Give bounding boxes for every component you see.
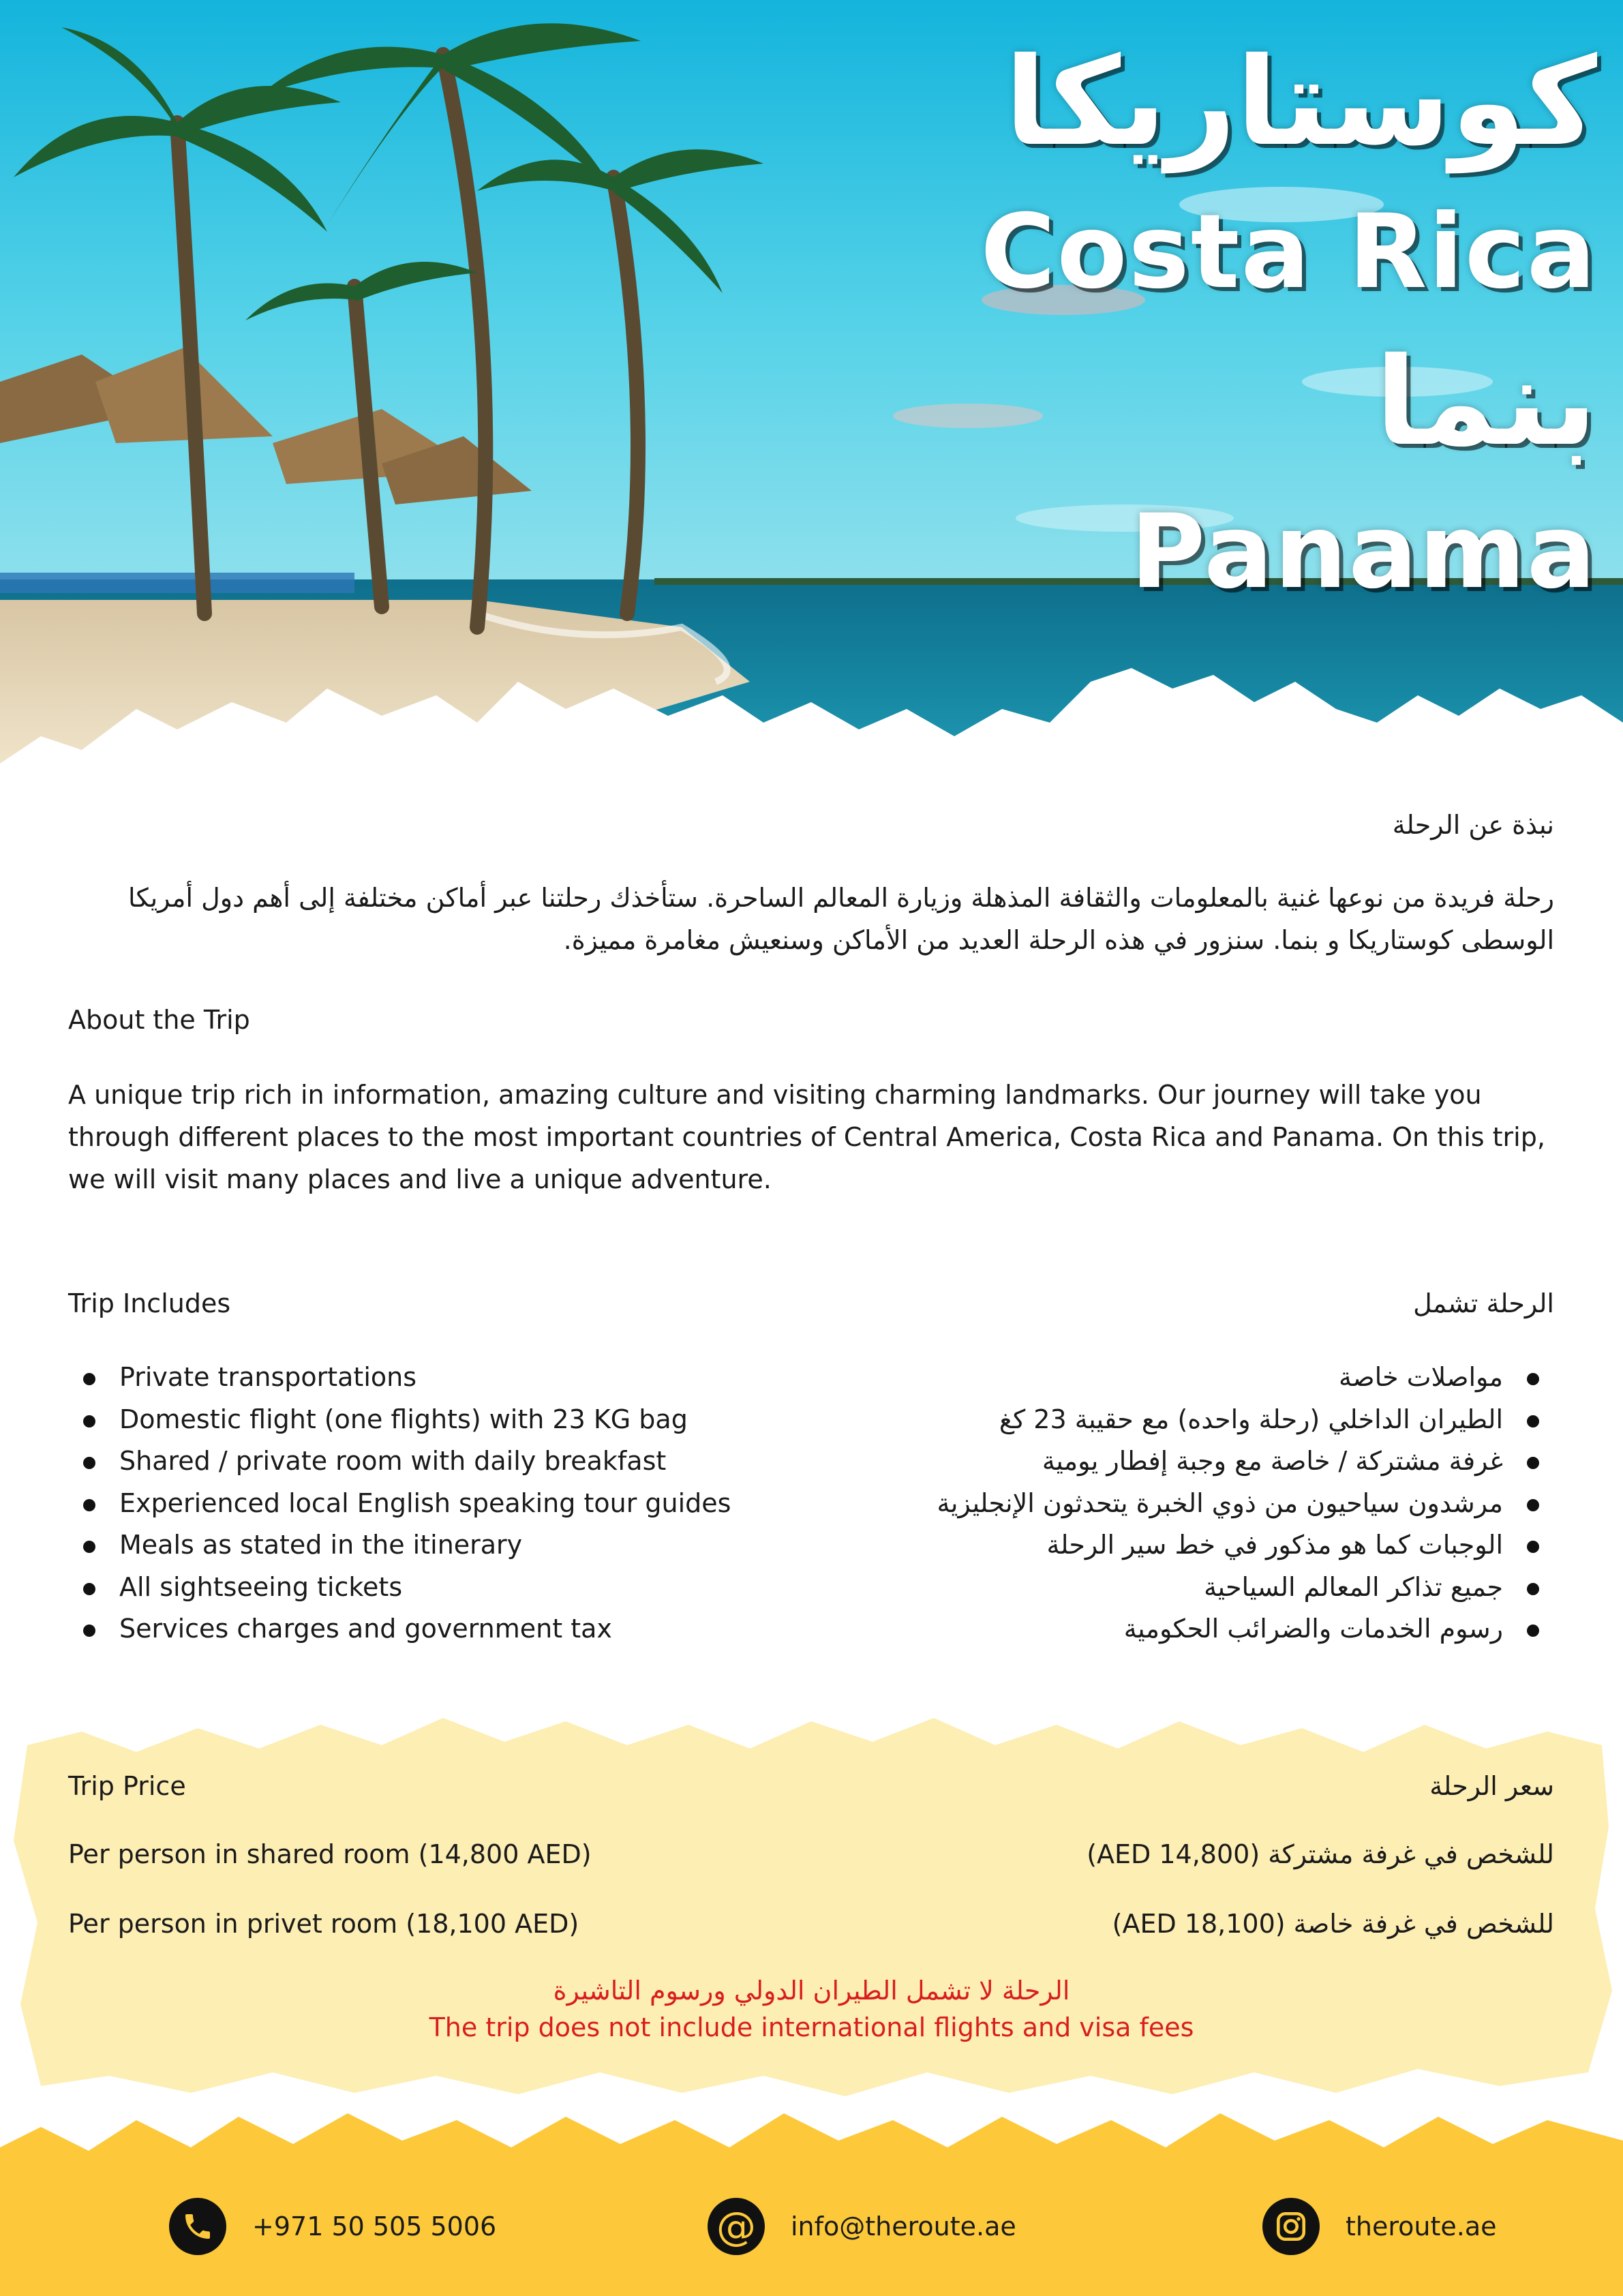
title-english-panama: Panama (1130, 493, 1597, 611)
list-item: رسوم الخدمات والضرائب الحكومية (804, 1608, 1554, 1650)
price-private-ar: للشخص في غرفة خاصة (18,100 AED) (1112, 1909, 1554, 1939)
about-text-ar: رحلة فريدة من نوعها غنية بالمعلومات والثقافة المذهلة وزيارة المعالم الساحرة. ستأخذك رحلتنا عبر أماكن مختلفة إلى أهم دول أمريكا الوسطى كوستاريكا و بنما. سنزور في هذه الرحلة العديد من الأماكن وسنعيش مغامرة مميزة. (128, 883, 1554, 955)
title-english-costa-rica: Costa Rica (980, 193, 1597, 312)
contact-email[interactable] (708, 2196, 1016, 2256)
list-item: جميع تذاكر المعالم السياحية (804, 1567, 1554, 1609)
exclusion-note-en: The trip does not include international flights and visa fees (429, 2012, 1194, 2042)
bullet-icon (83, 1583, 95, 1595)
price-heading-en: Trip Price (68, 1771, 186, 1801)
title-arabic-costa-rica: كوستاريكا (1004, 31, 1597, 172)
list-item: Shared / private room with daily breakfast (68, 1440, 818, 1483)
includes-list-en (68, 1357, 818, 1650)
about-text-en: A unique trip rich in information, amazing culture and visiting charming landmarks. Our journey will take you through different places to the most important countries of Central America, Costa Rica and Panama. On this trip, we will visit many places and live a unique adventure. (68, 1080, 1545, 1194)
bullet-icon (1527, 1541, 1539, 1553)
list-item: All sightseeing tickets (68, 1567, 818, 1609)
bullet-icon (83, 1541, 95, 1553)
price-shared-en: Per person in shared room (14,800 AED) (68, 1839, 592, 1869)
about-heading-ar: نبذة عن الرحلة (1392, 810, 1554, 840)
bullet-icon (1527, 1457, 1539, 1469)
bullet-icon (83, 1625, 95, 1637)
list-item: Domestic flight (one flights) with 23 KG bag (68, 1399, 818, 1441)
bullet-icon (83, 1373, 95, 1385)
instagram-icon (1262, 2198, 1320, 2255)
list-item: الوجبات كما هو مذكور في خط سير الرحلة (804, 1524, 1554, 1567)
website-link[interactable]: theroute.ae (1346, 2211, 1497, 2241)
bullet-icon (1527, 1625, 1539, 1637)
list-item: Services charges and government tax (68, 1608, 818, 1650)
bullet-icon (1527, 1415, 1539, 1428)
email-address[interactable]: info@theroute.ae (791, 2211, 1016, 2241)
bullet-icon (83, 1457, 95, 1469)
price-shared-ar: للشخص في غرفة مشتركة (14,800 AED) (1087, 1839, 1554, 1869)
list-item: Private transportations (68, 1357, 818, 1399)
list-item: الطيران الداخلي (رحلة واحده) مع حقيبة 23 كغ (804, 1399, 1554, 1441)
contact-website[interactable] (1262, 2196, 1497, 2256)
includes-heading-en: Trip Includes (68, 1288, 231, 1318)
list-item: مرشدون سياحيون من ذوي الخبرة يتحدثون الإنجليزية (804, 1483, 1554, 1525)
title-arabic-panama: بنما (1375, 331, 1597, 472)
bullet-icon (83, 1499, 95, 1511)
bullet-icon (1527, 1499, 1539, 1511)
hero-title (980, 27, 1597, 627)
phone-icon (169, 2198, 226, 2255)
hero-banner (0, 0, 1623, 818)
bullet-icon (83, 1415, 95, 1428)
price-private-en: Per person in privet room (18,100 AED) (68, 1909, 579, 1939)
includes-list-ar (804, 1357, 1554, 1650)
contact-phone[interactable] (169, 2196, 496, 2256)
bullet-icon (1527, 1583, 1539, 1595)
bullet-icon (1527, 1373, 1539, 1385)
includes-heading-ar: الرحلة تشمل (1413, 1288, 1554, 1318)
list-item: Meals as stated in the itinerary (68, 1524, 818, 1567)
price-heading-ar: سعر الرحلة (1429, 1771, 1554, 1801)
phone-number[interactable]: +971 50 505 5006 (252, 2211, 497, 2241)
exclusion-note-ar: الرحلة لا تشمل الطيران الدولي ورسوم التاشيرة (553, 1976, 1070, 2006)
at-icon: @ (708, 2198, 765, 2255)
about-heading-en: About the Trip (68, 1005, 250, 1035)
list-item: Experienced local English speaking tour guides (68, 1483, 818, 1525)
list-item: مواصلات خاصة (804, 1357, 1554, 1399)
list-item: غرفة مشتركة / خاصة مع وجبة إفطار يومية (804, 1440, 1554, 1483)
